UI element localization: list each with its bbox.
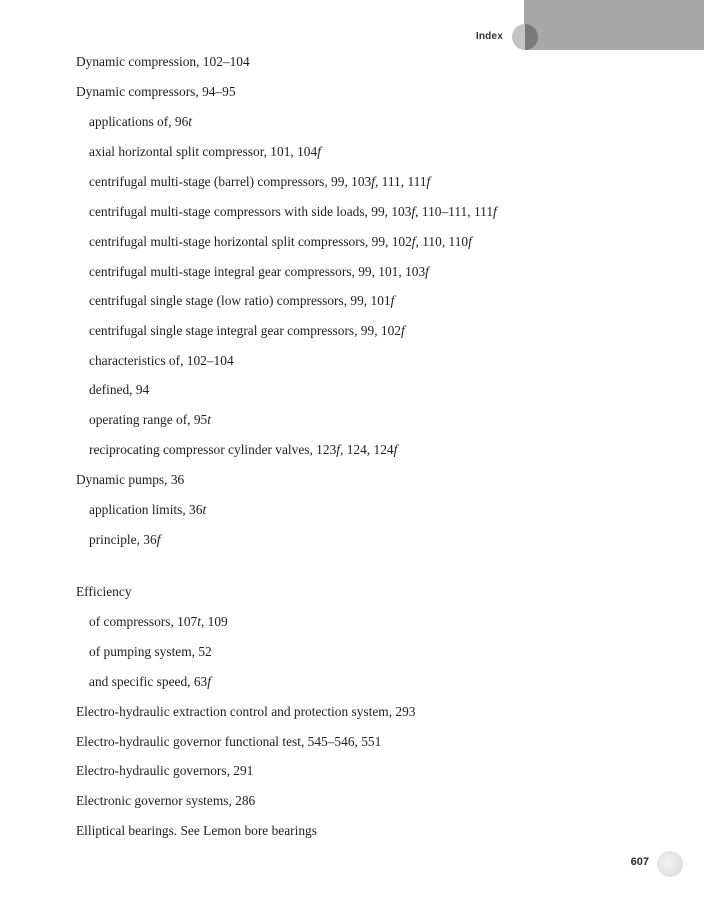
entry-text-segment: applications of, 96	[89, 114, 189, 129]
entry-locator-suffix: f	[426, 174, 431, 189]
index-main-entry: Dynamic pumps, 36	[76, 472, 185, 487]
entry-locator-suffix: f	[317, 144, 321, 159]
index-sub-entry	[89, 264, 429, 280]
entry-locator-suffix: t	[202, 502, 207, 517]
entry-locator-suffix: f	[425, 264, 429, 279]
index-sub-entry	[89, 412, 211, 428]
index-sub-entry	[89, 174, 430, 190]
entry-text-segment: , 111, 111	[374, 174, 427, 189]
index-sub-entry	[89, 114, 192, 130]
index-main-entry: Efficiency	[76, 584, 132, 599]
entry-text-segment: centrifugal multi-stage integral gear compressors, 99, 101, 103	[89, 264, 426, 279]
entry-locator-suffix: t	[197, 614, 201, 629]
entry-locator-suffix: f	[371, 174, 375, 189]
index-main-entry: Electro-hydraulic governor functional test, 545–546, 551	[76, 734, 382, 749]
entry-locator-suffix: f	[411, 234, 416, 249]
entry-text-segment: centrifugal multi-stage (barrel) compressors, 99, 103	[89, 174, 372, 189]
index-sub-entry	[89, 502, 206, 518]
entry-locator-suffix: f	[411, 204, 416, 219]
entry-text-segment: , 110, 110	[415, 234, 469, 249]
entry-locator-suffix: t	[188, 114, 193, 129]
entry-locator-suffix: t	[207, 412, 211, 427]
footer-thumb-circle	[657, 851, 683, 877]
entry-text-segment: , 124, 124	[340, 442, 394, 457]
entry-locator-suffix: f	[400, 323, 405, 338]
index-sub-entry: defined, 94	[89, 382, 150, 397]
running-head: Index	[475, 31, 503, 42]
index-sub-entry	[89, 204, 497, 220]
entry-text-segment: centrifugal single stage integral gear compressors, 99, 102	[89, 323, 401, 338]
index-sub-entry	[89, 674, 211, 690]
index-sub-entry	[89, 614, 228, 630]
index-sub-entry: of pumping system, 52	[89, 644, 212, 659]
index-sub-entry	[89, 442, 397, 458]
entry-locator-suffix: f	[156, 532, 161, 547]
entry-locator-suffix: f	[207, 674, 211, 689]
index-main-entry: Dynamic compression, 102–104	[76, 54, 250, 69]
entry-text-segment: , 109	[200, 614, 228, 629]
entry-text-segment: of compressors, 107	[89, 614, 198, 629]
header-tab-band	[524, 0, 704, 50]
page-number: 607	[630, 856, 649, 868]
index-sub-entry	[89, 532, 160, 548]
entry-text-segment: centrifugal multi-stage horizontal split compressors, 99, 102	[89, 234, 412, 249]
entry-text-segment: operating range of, 95	[89, 412, 208, 427]
entry-text-segment: and specific speed, 63	[89, 674, 208, 689]
index-main-entry: Dynamic compressors, 94–95	[76, 84, 236, 99]
index-sub-entry	[89, 323, 405, 339]
entry-locator-suffix: f	[493, 204, 497, 219]
entry-text-segment: axial horizontal split compressor, 101, 104	[89, 144, 318, 159]
entry-locator-suffix: f	[390, 293, 395, 308]
index-main-entry: Electro-hydraulic governors, 291	[76, 763, 254, 778]
entry-text-segment: centrifugal multi-stage compressors with side loads, 99, 103	[89, 204, 412, 219]
entry-locator-suffix: f	[468, 234, 472, 249]
index-sub-entry	[89, 234, 472, 250]
header-thumb-circle	[512, 24, 538, 50]
entry-text-segment: , 110–111, 111	[415, 204, 494, 219]
index-sub-entry	[89, 144, 321, 160]
index-main-entry: Elliptical bearings. See Lemon bore bearings	[76, 823, 317, 838]
entry-text-segment: centrifugal single stage (low ratio) compressors, 99, 101	[89, 293, 391, 308]
entry-text-segment: principle, 36	[89, 532, 157, 547]
index-sub-entry: characteristics of, 102–104	[89, 353, 234, 368]
index-sub-entry	[89, 293, 394, 309]
entry-text-segment: application limits, 36	[89, 502, 203, 517]
index-main-entry: Electro-hydraulic extraction control and protection system, 293	[76, 704, 416, 719]
index-main-entry: Electronic governor systems, 286	[76, 793, 256, 808]
entry-locator-suffix: f	[393, 442, 398, 457]
entry-text-segment: reciprocating compressor cylinder valves, 123	[89, 442, 337, 457]
entry-locator-suffix: f	[336, 442, 341, 457]
